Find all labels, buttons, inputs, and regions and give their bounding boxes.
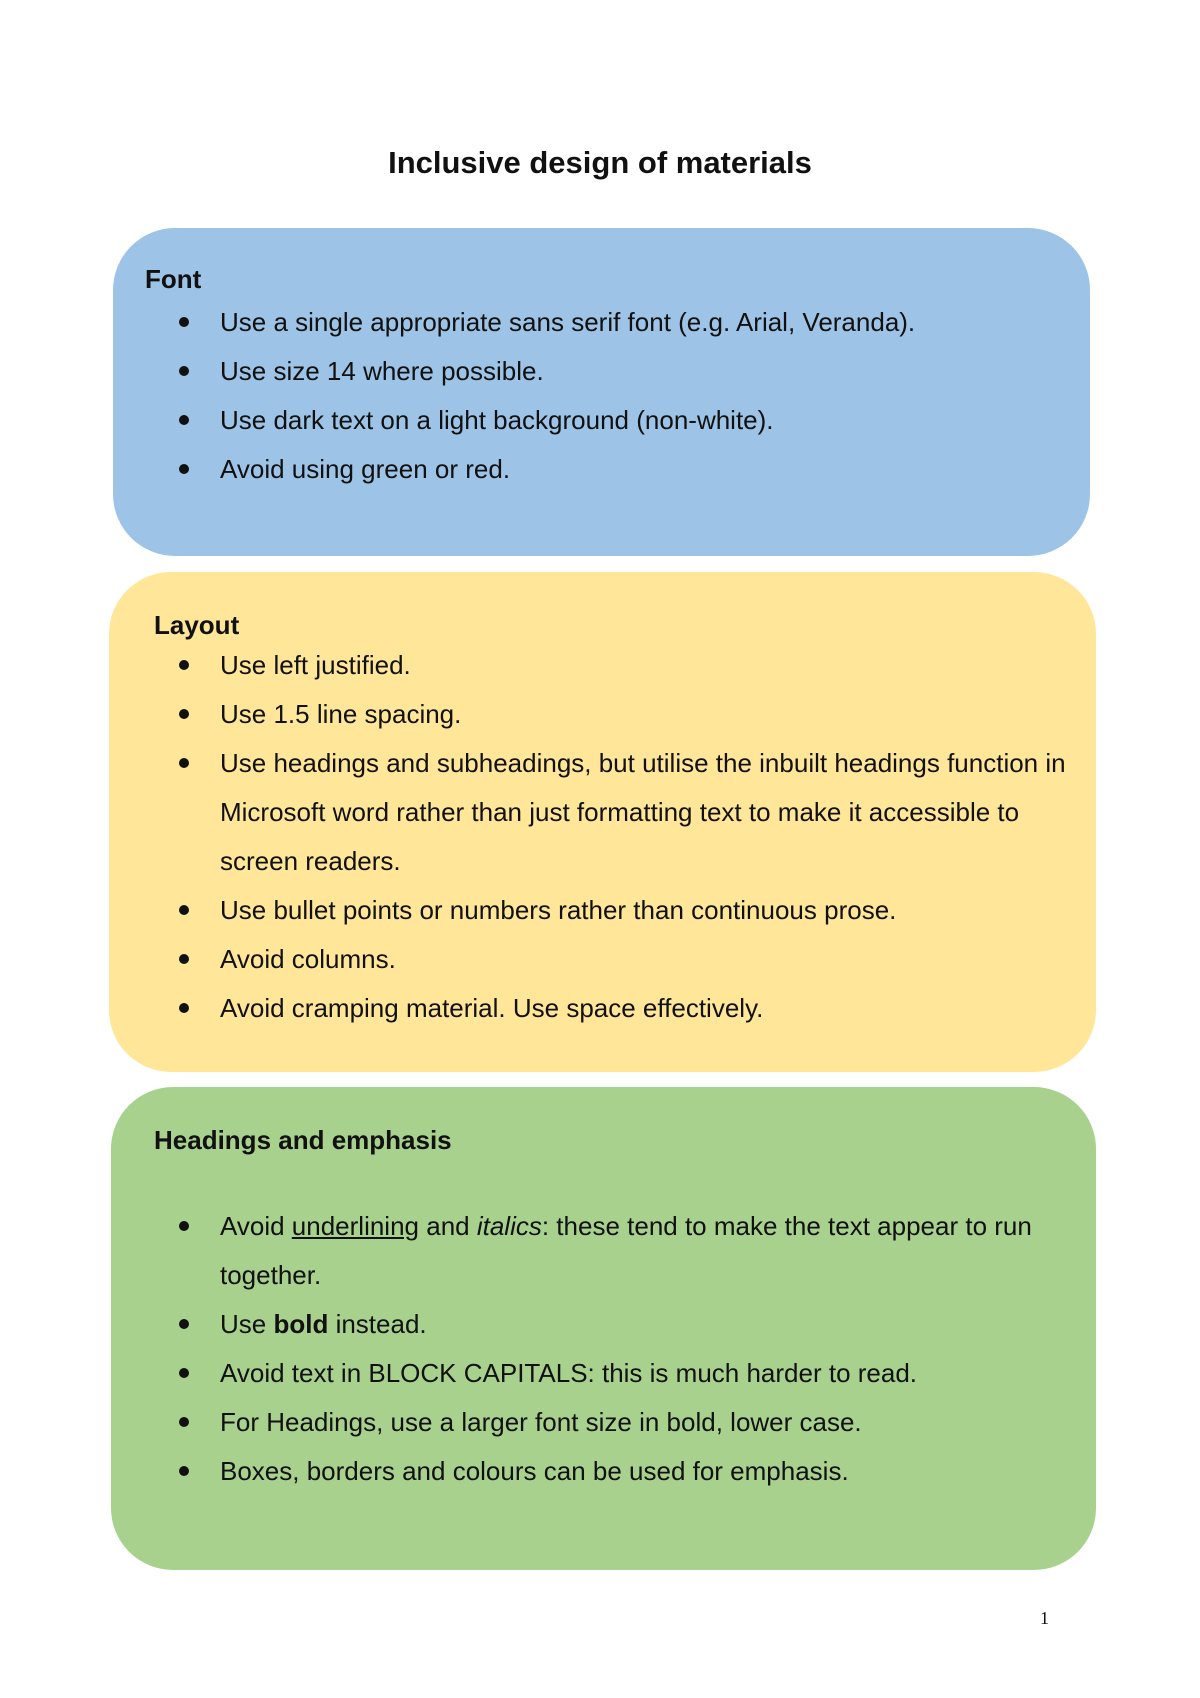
bullet-icon xyxy=(179,905,189,915)
bullet-icon xyxy=(179,317,189,327)
headings-heading: Headings and emphasis xyxy=(154,1125,452,1155)
list-item: Avoid text in BLOCK CAPITALS: this is much harder to read. xyxy=(177,1349,1077,1398)
bullet-icon xyxy=(179,464,189,474)
bullet-icon xyxy=(179,1417,189,1427)
list-item: Use headings and subheadings, but utilise the inbuilt headings function in Microsoft word rather than just formatting text to make it accessible to screen readers. xyxy=(177,739,1077,886)
bullet-icon xyxy=(179,660,189,670)
bullet-icon xyxy=(179,1466,189,1476)
list-item: Use left justified. xyxy=(177,641,1077,690)
page-number: 1 xyxy=(1040,1608,1049,1628)
font-heading: Font xyxy=(145,264,202,294)
list-item: Avoid columns. xyxy=(177,935,1077,984)
list-item: Boxes, borders and colours can be used for emphasis. xyxy=(177,1447,1077,1496)
layout-card xyxy=(109,572,1096,1072)
list-item: For Headings, use a larger font size in bold, lower case. xyxy=(177,1398,1077,1447)
headings-list xyxy=(177,1202,1077,1496)
list-item: Use bold instead. xyxy=(177,1300,1077,1349)
italic-text: italics xyxy=(476,1211,542,1241)
list-item: Use size 14 where possible. xyxy=(177,347,1057,396)
headings-card xyxy=(111,1087,1096,1570)
list-item: Use bullet points or numbers rather than continuous prose. xyxy=(177,886,1077,935)
bullet-icon xyxy=(179,415,189,425)
list-item: Avoid cramping material. Use space effectively. xyxy=(177,984,1077,1033)
layout-heading: Layout xyxy=(154,610,240,640)
bullet-icon xyxy=(179,954,189,964)
bold-text: bold xyxy=(273,1309,329,1339)
bullet-icon xyxy=(179,709,189,719)
font-card xyxy=(113,228,1090,556)
list-item: Use 1.5 line spacing. xyxy=(177,690,1077,739)
list-item: Use a single appropriate sans serif font (e.g. Arial, Veranda). xyxy=(177,298,1057,347)
bullet-icon xyxy=(179,1368,189,1378)
list-item: Use dark text on a light background (non-white). xyxy=(177,396,1057,445)
bullet-icon xyxy=(179,1003,189,1013)
layout-list xyxy=(177,641,1077,1033)
list-item: Avoid underlining and italics: these tend to make the text appear to run together. xyxy=(177,1202,1077,1300)
bullet-icon xyxy=(179,1319,189,1329)
page-title: Inclusive design of materials xyxy=(388,145,812,180)
bullet-icon xyxy=(179,1221,189,1231)
list-item: Avoid using green or red. xyxy=(177,445,1057,494)
bullet-icon xyxy=(179,366,189,376)
bullet-icon xyxy=(179,758,189,768)
underlined-text: underlining xyxy=(291,1211,420,1241)
font-list xyxy=(177,298,1057,494)
